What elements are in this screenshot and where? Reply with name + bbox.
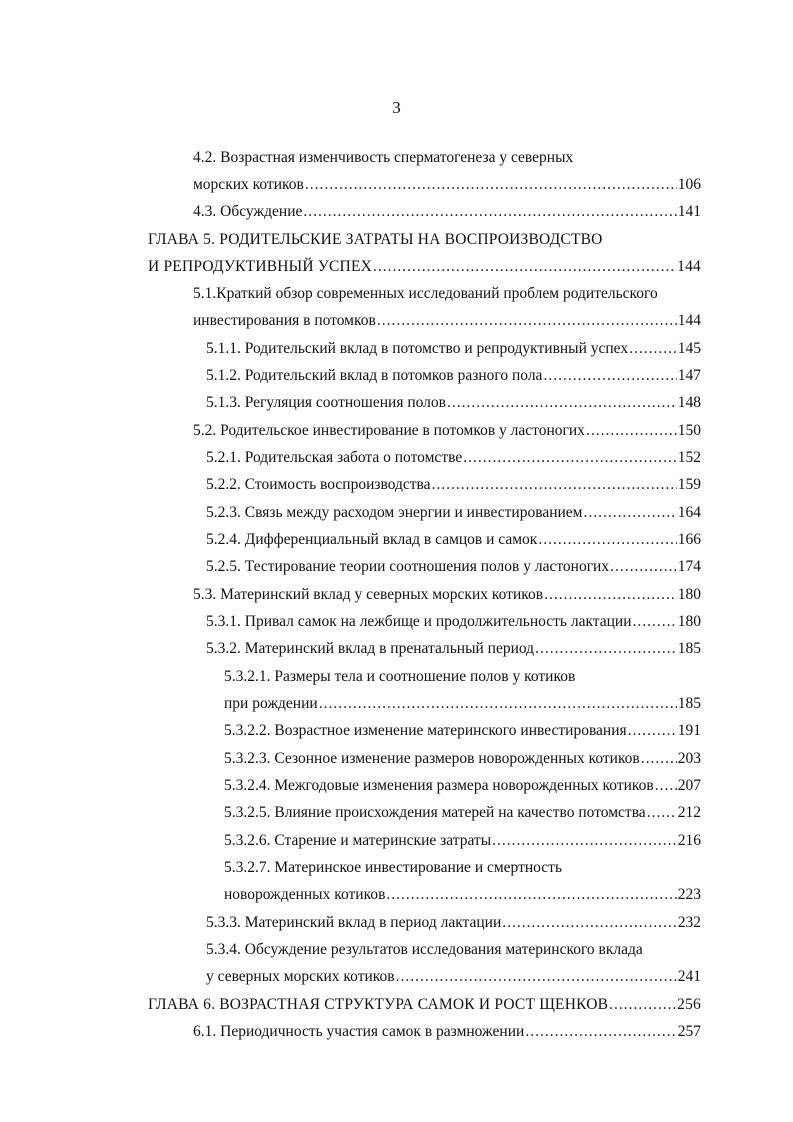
toc-line-4-2-a	[193, 146, 573, 170]
toc-entry-5-3-2-6[interactable]	[224, 829, 701, 853]
leader-dots	[535, 637, 677, 661]
leader-dots	[492, 829, 677, 853]
toc-entry-title: 5.1.2. Родительский вклад в потомков разного пола	[206, 367, 543, 384]
toc-page-number: 141	[677, 203, 701, 220]
toc-line-5-3-2-1-a	[224, 665, 575, 689]
toc-entry-5-1-3[interactable]	[206, 391, 701, 415]
toc-entry-5-3-2-7[interactable]	[224, 883, 701, 907]
leader-dots	[386, 883, 676, 907]
leader-dots	[609, 993, 676, 1017]
toc-entry-title: 5.3.3. Материнский вклад в период лактации	[206, 914, 502, 931]
toc-entry-5-3-2-1[interactable]	[224, 692, 701, 716]
toc-entry-title: 5.2.2. Стоимость воспроизводства	[206, 476, 431, 493]
toc-entry-title: 5.3. Материнский вклад у северных морских котиков	[193, 586, 544, 603]
toc-entry-title: 5.3.2. Материнский вклад в пренатальный период	[206, 640, 535, 657]
toc-entry-title: 5.3.1. Привал самок на лежбище и продолжительность лактации	[206, 613, 632, 630]
toc-page-number: 150	[677, 422, 701, 439]
toc-page-number: 223	[677, 886, 701, 903]
leader-dots	[544, 583, 677, 607]
page-number: 3	[392, 98, 401, 117]
leader-dots	[583, 501, 676, 525]
toc-chapter-title: ГЛАВА 6. ВОЗРАСТНАЯ СТРУКТУРА САМОК И РОСТ ЩЕНКОВ	[148, 996, 609, 1013]
toc-entry-5-3-2[interactable]	[206, 637, 701, 661]
toc-entry-title: новорожденных котиков	[224, 886, 386, 903]
toc-entry-5-3-2-4[interactable]	[224, 774, 701, 798]
leader-dots	[628, 719, 677, 743]
leader-dots	[641, 747, 677, 771]
toc-entry-title: 5.1.1. Родительский вклад в потомство и репродуктивный успех	[206, 340, 629, 357]
toc-entry-title: 5.2. Родительское инвестирование в потомков у ластоногих	[193, 422, 585, 439]
toc-entry-4-2[interactable]	[193, 173, 701, 197]
toc-page-number: 207	[677, 777, 701, 794]
toc-entry-4-3[interactable]	[193, 200, 701, 224]
toc-line-chapter-5-a	[148, 228, 603, 252]
leader-dots	[303, 200, 676, 224]
toc-entry-5-1-1[interactable]	[206, 337, 701, 361]
toc-page-number: 212	[677, 804, 701, 821]
toc-page-number: 185	[677, 695, 701, 712]
toc-entry-5-3-4[interactable]	[206, 965, 701, 989]
toc-entry-title: 5.3.2.4. Межгодовые изменения размера новорожденных котиков	[224, 777, 654, 794]
leader-dots	[633, 610, 677, 634]
toc-page-number: 180	[677, 586, 701, 603]
toc-entry-title: 5.1.3. Регуляция соотношения полов	[206, 394, 446, 411]
toc-page-number: 216	[677, 832, 701, 849]
toc-page-number: 144	[677, 258, 701, 275]
leader-dots	[377, 309, 677, 333]
toc-entry-5-1-2[interactable]	[206, 364, 701, 388]
toc-entry-5-2-5[interactable]	[206, 555, 701, 579]
toc-page-number: 257	[677, 1023, 701, 1040]
toc-entry-5-3-2-5[interactable]	[224, 801, 701, 825]
toc-entry-title: 5.3.2.6. Старение и материнские затраты	[224, 832, 492, 849]
toc-page-number: 159	[677, 476, 701, 493]
toc-entry-6-1[interactable]	[193, 1020, 701, 1044]
leader-dots	[586, 419, 677, 443]
toc-entry-title: 4.3. Обсуждение	[193, 203, 303, 220]
toc-page-number: 241	[677, 968, 701, 985]
leader-dots	[543, 364, 676, 388]
toc-entry-title: 6.1. Периодичность участия самок в размножении	[193, 1023, 525, 1040]
toc-entry-title: 5.3.2.3. Сезонное изменение размеров новорожденных котиков	[224, 750, 640, 767]
toc-page-number: 166	[677, 531, 701, 548]
leader-dots	[305, 173, 677, 197]
leader-dots	[629, 337, 677, 361]
toc-entry-title: 5.3.2.2. Возрастное изменение материнского инвестирования	[224, 722, 627, 739]
toc-entry-5-2-1[interactable]	[206, 446, 701, 470]
leader-dots	[396, 965, 677, 989]
toc-entry-title: 5.2.1. Родительская забота о потомстве	[206, 449, 463, 466]
toc-entry-5-2-2[interactable]	[206, 473, 701, 497]
toc-entry-title: 5.3.2.7. Материнское инвестирование и смертность	[224, 859, 563, 876]
leader-dots	[655, 774, 677, 798]
toc-entry-title: при рождении	[224, 695, 318, 712]
toc-entry-5-1[interactable]	[193, 309, 701, 333]
toc-page-number: 232	[677, 914, 701, 931]
leader-dots	[432, 473, 677, 497]
leader-dots	[538, 528, 676, 552]
toc-entry-5-2-4[interactable]	[206, 528, 701, 552]
toc-entry-title: 5.3.2.1. Размеры тела и соотношение полов у котиков	[224, 668, 576, 685]
toc-entry-title: инвестирования в потомков	[193, 312, 376, 329]
toc-page-number: 256	[677, 996, 701, 1013]
toc-page-number: 144	[677, 312, 701, 329]
leader-dots	[502, 911, 677, 935]
toc-page-number: 164	[677, 504, 701, 521]
toc-entry-5-2-3[interactable]	[206, 501, 701, 525]
toc-page-number: 148	[677, 394, 701, 411]
toc-page-number: 191	[677, 722, 701, 739]
toc-entry-title: морских котиков	[193, 176, 304, 193]
toc-entry-5-3-3[interactable]	[206, 911, 701, 935]
toc-page-number: 106	[677, 176, 701, 193]
toc-page-number: 152	[677, 449, 701, 466]
toc-page-number: 185	[677, 640, 701, 657]
leader-dots	[610, 555, 677, 579]
toc-page-number: 147	[677, 367, 701, 384]
toc-entry-chapter-5[interactable]	[148, 255, 701, 279]
toc-entry-title: у северных морских котиков	[206, 968, 395, 985]
toc-entry-title: 5.2.4. Дифференциальный вклад в самцов и самок	[206, 531, 538, 548]
toc-page-number: 180	[677, 613, 701, 630]
toc-entry-5-2[interactable]	[193, 419, 701, 443]
toc-entry-title: 5.3.2.5. Влияние происхождения матерей на качество потомства	[224, 804, 646, 821]
leader-dots	[647, 801, 677, 825]
leader-dots	[319, 692, 677, 716]
toc-page-number: 145	[677, 340, 701, 357]
toc-entry-title: 5.2.5. Тестирование теории соотношения полов у ластоногих	[206, 558, 610, 575]
toc-entry-title: 5.3.4. Обсуждение результатов исследования материнского вклада	[206, 941, 643, 958]
toc-entry-5-3-2-2[interactable]	[224, 719, 701, 743]
toc-entry-5-3-2-3[interactable]	[224, 747, 701, 771]
toc-entry-title: 4.2. Возрастная изменчивость сперматогенеза у северных	[193, 149, 574, 166]
toc-chapter-title: ГЛАВА 5. РОДИТЕЛЬСКИЕ ЗАТРАТЫ НА ВОСПРОИЗВОДСТВО	[148, 231, 603, 248]
leader-dots	[373, 255, 676, 279]
toc-page-number: 174	[677, 558, 701, 575]
toc-entry-5-3[interactable]	[193, 583, 701, 607]
toc-chapter-title: И РЕПРОДУКТИВНЫЙ УСПЕХ	[148, 258, 373, 275]
toc-line-5-3-4-a	[206, 938, 643, 962]
toc-entry-title: 5.1.Краткий обзор современных исследований проблем родительского	[193, 285, 658, 302]
toc-entry-5-3-1[interactable]	[206, 610, 701, 634]
toc-line-5-3-2-7-a	[224, 856, 562, 880]
toc-line-5-1-a	[193, 282, 658, 306]
leader-dots	[525, 1020, 676, 1044]
leader-dots	[463, 446, 677, 470]
toc-entry-chapter-6[interactable]	[148, 993, 701, 1017]
toc-entry-title: 5.2.3. Связь между расходом энергии и инвестированием	[206, 504, 583, 521]
leader-dots	[447, 391, 677, 415]
toc-page-number: 203	[677, 750, 701, 767]
